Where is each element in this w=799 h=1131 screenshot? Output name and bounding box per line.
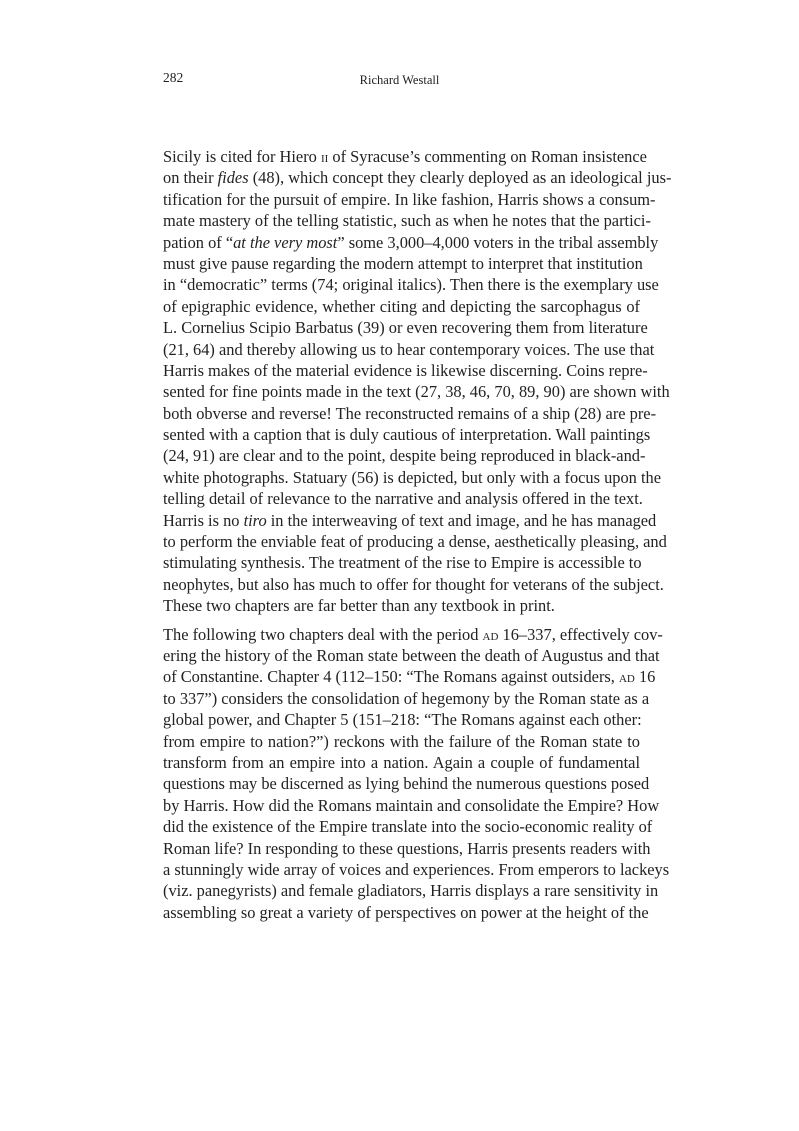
text-line (163, 510, 657, 531)
text-line (163, 624, 663, 645)
text-segment: neophytes, but also has much to offer for thought for veterans of the subject. (163, 574, 664, 594)
text-segment: The following two chapters deal with the period (163, 624, 483, 644)
text-line (163, 146, 647, 167)
text-line (163, 645, 660, 666)
italic-text: fides (217, 168, 249, 188)
text-segment: from empire to nation?”) reckons with the failure of the Roman state to (163, 731, 640, 751)
text-segment: transform from an empire into a nation. Again a couple of fundamental (163, 752, 640, 772)
text-segment: did the existence of the Empire translate into the socio-economic reality of (163, 817, 653, 837)
text-line (163, 339, 655, 360)
text-segment: in “democratic” terms (74; original italics). Then there is the exemplary use (163, 275, 659, 295)
text-segment: mate mastery of the telling statistic, such as when he notes that the partici- (163, 211, 651, 231)
text-line (163, 232, 659, 253)
text-segment: global power, and Chapter 5 (151–218: “The Romans against each other: (163, 710, 642, 730)
text-line (163, 403, 657, 424)
page-number: 282 (163, 70, 184, 85)
text-line (163, 688, 650, 709)
text-line (163, 210, 651, 231)
text-line (163, 902, 649, 923)
running-head: Richard Westall (359, 73, 440, 87)
text-segment: of epigraphic evidence, whether citing and depicting the sarcophagus of (163, 296, 640, 316)
text-line (163, 773, 650, 794)
text-segment: Harris makes of the material evidence is likewise discerning. Coins repre- (163, 360, 648, 380)
text-line (163, 838, 651, 859)
text-segment: (viz. panegyrists) and female gladiators, Harris displays a rare sensitivity in (163, 881, 659, 901)
text-line (163, 424, 651, 445)
text-line (163, 816, 653, 837)
text-segment: on their (163, 168, 218, 188)
text-line (163, 752, 640, 773)
text-segment: 16 (634, 667, 656, 687)
text-segment: (21, 64) and thereby allowing us to hear contemporary voices. The use that (163, 339, 655, 359)
text-segment: in the interweaving of text and image, and he has managed (266, 510, 657, 530)
text-line (163, 253, 643, 274)
text-line (163, 360, 648, 381)
text-line (163, 381, 670, 402)
text-line (163, 666, 656, 687)
body-text (163, 146, 672, 930)
text-line (163, 189, 656, 210)
paragraph (163, 624, 670, 923)
text-segment: to perform the enviable feat of producing a dense, aesthetically pleasing, and (163, 532, 667, 552)
text-line (163, 488, 643, 509)
text-line (163, 731, 640, 752)
text-line (163, 595, 640, 616)
text-segment: assembling so great a variety of perspectives on power at the height of the (163, 902, 649, 922)
small-caps-text: ii (320, 147, 329, 166)
text-line (163, 795, 660, 816)
text-segment: These two chapters are far better than any textbook in print. (163, 596, 555, 616)
text-line (163, 317, 648, 338)
text-segment: Roman life? In responding to these questions, Harris presents readers with (163, 838, 651, 858)
text-segment: white photographs. Statuary (56) is depicted, but only with a focus upon the (163, 467, 662, 487)
text-segment: tification for the pursuit of empire. In like fashion, Harris shows a consum- (163, 189, 656, 209)
italic-text: tiro (243, 510, 267, 530)
text-segment: (24, 91) are clear and to the point, despite being reproduced in black-and- (163, 446, 646, 466)
text-line (163, 531, 667, 552)
text-segment: pation of “ (163, 232, 234, 252)
text-line (163, 467, 662, 488)
italic-text: at the very most (233, 232, 338, 252)
text-line (163, 274, 659, 295)
text-segment: sented for fine points made in the text (27, 38, 46, 70, 89, 90) are shown with (163, 382, 670, 402)
text-segment: sented with a caption that is duly cautious of interpretation. Wall paintings (163, 425, 651, 445)
text-segment: telling detail of relevance to the narrative and analysis offered in the text. (163, 489, 643, 509)
text-segment: must give pause regarding the modern attempt to interpret that institution (163, 253, 643, 273)
text-segment: L. Cornelius Scipio Barbatus (39) or even recovering them from literature (163, 318, 648, 338)
text-segment: of Constantine. Chapter 4 (112–150: “The Romans against outsiders, (163, 667, 619, 687)
text-segment: a stunningly wide array of voices and experiences. From emperors to lackeys (163, 859, 670, 879)
text-segment: Harris is no (163, 510, 244, 530)
text-line (163, 167, 672, 188)
text-segment: by Harris. How did the Romans maintain and consolidate the Empire? How (163, 795, 660, 815)
text-line (163, 445, 646, 466)
text-segment: Sicily is cited for Hiero (163, 147, 321, 166)
text-segment: ering the history of the Roman state between the death of Augustus and that (163, 645, 660, 665)
text-segment: ” some 3,000–4,000 voters in the tribal assembly (337, 232, 659, 252)
text-segment: 16–337, effectively cov- (498, 624, 663, 644)
text-line (163, 552, 640, 573)
text-segment: of Syracuse’s commenting on Roman insistence (328, 147, 647, 166)
text-line (163, 296, 640, 317)
text-segment: to 337”) considers the consolidation of hegemony by the Roman state as a (163, 688, 650, 708)
text-segment: (48), which concept they clearly deployed as an ideological jus- (248, 168, 672, 188)
text-segment: questions may be discerned as lying behind the numerous questions posed (163, 774, 650, 794)
text-segment: both obverse and reverse! The reconstructed remains of a ship (28) are pre- (163, 403, 657, 423)
paragraph (163, 146, 672, 617)
small-caps-text: ad (618, 667, 635, 687)
text-line (163, 880, 659, 901)
text-line (163, 574, 664, 595)
text-line (163, 859, 670, 880)
text-line (163, 709, 640, 730)
small-caps-text: ad (482, 624, 499, 644)
text-segment: stimulating synthesis. The treatment of the rise to Empire is accessible to (163, 553, 642, 573)
